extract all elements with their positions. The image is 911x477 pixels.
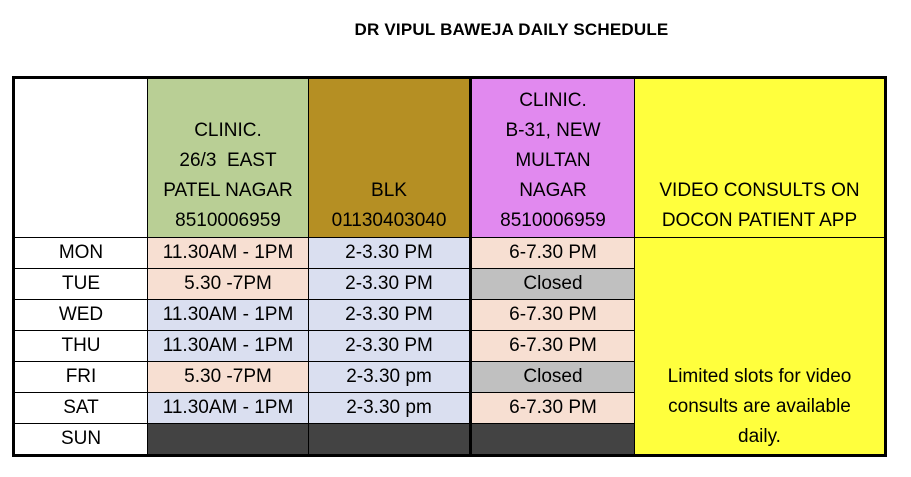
blk-time: 2-3.30 PM <box>309 300 471 331</box>
new-multan-nagar-time: Closed <box>471 362 635 393</box>
note-line: consults are available <box>668 396 851 417</box>
new-multan-nagar-time: 6-7.30 PM <box>471 300 635 331</box>
new-multan-nagar-time: 6-7.30 PM <box>471 238 635 269</box>
corner-cell <box>14 78 148 238</box>
header-line: MULTAN <box>515 150 591 171</box>
east-patel-nagar-time: 11.30AM - 1PM <box>148 331 309 362</box>
header-east-patel-nagar-clinic <box>148 78 309 238</box>
blk-time <box>309 424 471 456</box>
header-phone: 8510006959 <box>175 210 281 231</box>
header-phone: 8510006959 <box>500 210 606 231</box>
header-video-consults <box>635 78 886 238</box>
day-label: SUN <box>14 424 148 456</box>
new-multan-nagar-time <box>471 424 635 456</box>
day-label: THU <box>14 331 148 362</box>
east-patel-nagar-time: 5.30 -7PM <box>148 269 309 300</box>
east-patel-nagar-time: 11.30AM - 1PM <box>148 393 309 424</box>
header-new-multan-nagar-clinic <box>471 78 635 238</box>
blk-time: 2-3.30 PM <box>309 238 471 269</box>
new-multan-nagar-time: 6-7.30 PM <box>471 331 635 362</box>
blk-time: 2-3.30 pm <box>309 393 471 424</box>
day-label: MON <box>14 238 148 269</box>
table-row-mon <box>14 238 886 269</box>
note-line: daily. <box>738 426 781 447</box>
new-multan-nagar-time: 6-7.30 PM <box>471 393 635 424</box>
header-line: CLINIC. <box>194 120 262 141</box>
header-line: VIDEO CONSULTS ON <box>659 180 860 201</box>
east-patel-nagar-time <box>148 424 309 456</box>
header-line: BLK <box>371 180 407 201</box>
header-line: CLINIC. <box>519 90 587 111</box>
blk-time: 2-3.30 PM <box>309 331 471 362</box>
schedule-table <box>12 76 887 457</box>
header-blk <box>309 78 471 238</box>
header-line: PATEL NAGAR <box>163 180 293 201</box>
schedule-title: DR VIPUL BAWEJA DAILY SCHEDULE <box>354 20 669 39</box>
blk-time: 2-3.30 PM <box>309 269 471 300</box>
header-line: NAGAR <box>519 180 587 201</box>
east-patel-nagar-time: 5.30 -7PM <box>148 362 309 393</box>
blk-time: 2-3.30 pm <box>309 362 471 393</box>
day-label: FRI <box>14 362 148 393</box>
header-phone: 01130403040 <box>331 210 447 231</box>
day-label: TUE <box>14 269 148 300</box>
day-label: WED <box>14 300 148 331</box>
header-line: 26/3 EAST <box>179 150 277 171</box>
east-patel-nagar-time: 11.30AM - 1PM <box>148 300 309 331</box>
header-line: DOCON PATIENT APP <box>661 210 858 231</box>
note-line: Limited slots for video <box>667 366 852 387</box>
east-patel-nagar-time: 11.30AM - 1PM <box>148 238 309 269</box>
new-multan-nagar-time: Closed <box>471 269 635 300</box>
header-row <box>14 78 886 238</box>
header-line: B-31, NEW <box>505 120 601 141</box>
day-label: SAT <box>14 393 148 424</box>
video-consult-note <box>635 238 886 456</box>
